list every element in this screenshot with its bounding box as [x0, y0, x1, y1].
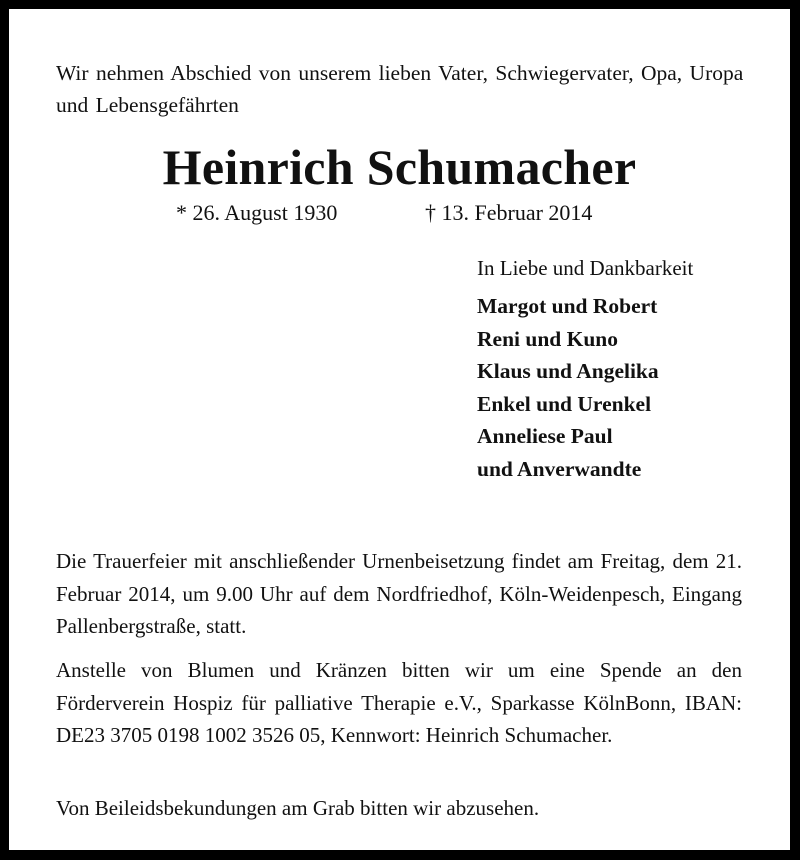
death-date: † 13. Februar 2014 [425, 200, 593, 225]
obituary-notice [9, 9, 790, 850]
condolence-note-paragraph: Von Beileidsbekundungen am Grab bitten wir abzusehen. [56, 796, 540, 820]
family-member: Reni und Kuno [477, 326, 619, 351]
family-member: und Anverwandte [477, 456, 642, 481]
family-member: Klaus und Angelika [477, 359, 659, 383]
signoff-text: In Liebe und Dankbarkeit [477, 256, 694, 280]
family-member: Anneliese Paul [477, 424, 613, 448]
family-list [477, 290, 659, 485]
donation-info-paragraph: Anstelle von Blumen und Kränzen bitten wir um eine Spende an den Förderverein Hospiz für palliative Therapie e.V., Sparkasse KölnBonn, IBAN: DE23 3705 0198 1002 3526 05, Kennwort: Heinrich Schumacher. [56, 658, 742, 747]
deceased-name: Heinrich Schumacher [162, 139, 637, 195]
family-member: Margot und Robert [477, 294, 658, 318]
family-member: Enkel und Urenkel [477, 391, 652, 416]
birth-date: * 26. August 1930 [176, 200, 338, 225]
funeral-info-paragraph: Die Trauerfeier mit anschließender Urnenbeisetzung findet am Freitag, dem 21. Februar 2014, um 9.00 Uhr auf dem Nordfriedhof, Köln-Weidenpesch, Eingang Pallenbergstraße, statt. [56, 549, 742, 638]
intro-text: Wir nehmen Abschied von unserem lieben Vater, Schwiegervater, Opa, Uropa und Lebensgefährten [56, 61, 744, 117]
